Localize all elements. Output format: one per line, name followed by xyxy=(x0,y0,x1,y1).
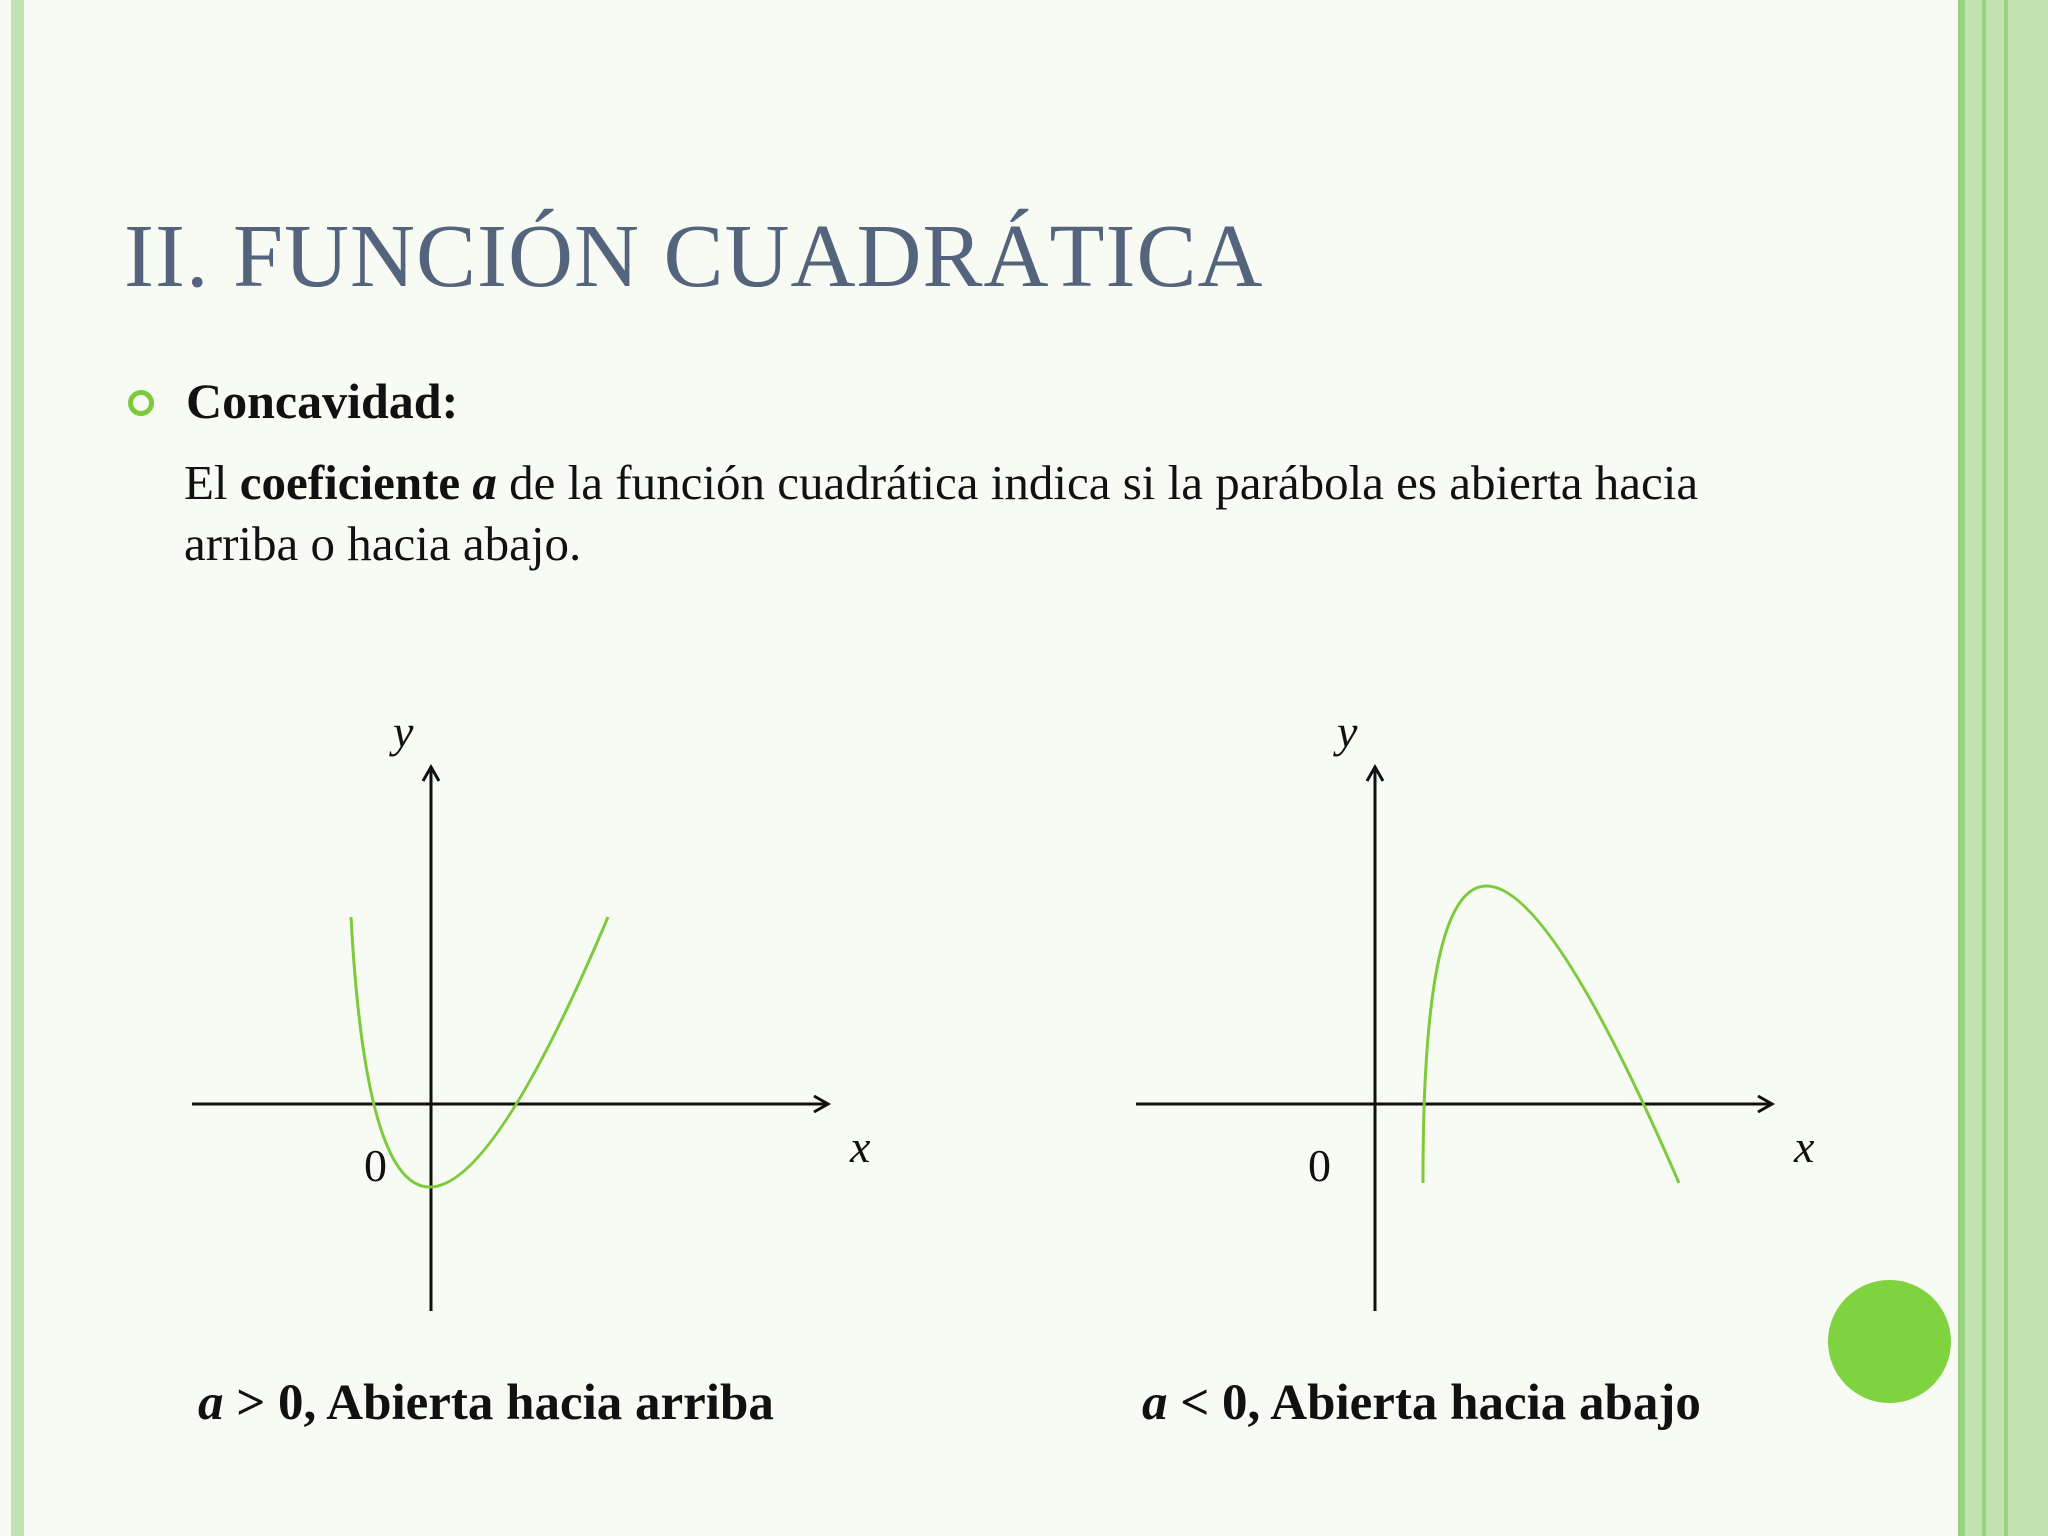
slide-title: II. FUNCIÓN CUADRÁTICA xyxy=(124,207,1264,306)
y-axis-label: y xyxy=(1337,706,1358,757)
left-decor-bar xyxy=(11,0,24,1536)
caption-text: < 0, Abierta hacia abajo xyxy=(1167,1375,1701,1431)
body-prefix: El xyxy=(184,455,228,510)
body-bold-term: coeficiente xyxy=(239,455,461,510)
decor-green-circle xyxy=(1828,1280,1951,1403)
y-axis-label: y xyxy=(393,706,414,757)
body-paragraph xyxy=(184,452,1744,574)
right-decor-line-2 xyxy=(1982,0,1986,1536)
body-rest: de la función cuadrática indica si la parábola es abierta hacia arriba o hacia abajo. xyxy=(184,455,1699,571)
graph-opens-down xyxy=(1124,705,1844,1325)
bullet-circle-icon xyxy=(128,390,154,416)
caption-variable: a xyxy=(1142,1375,1168,1431)
parabola-down xyxy=(1423,886,1679,1183)
x-axis-label: x xyxy=(1794,1121,1815,1172)
caption-opens-up xyxy=(198,1374,774,1432)
caption-variable: a xyxy=(198,1375,224,1431)
right-decor-line-1 xyxy=(1958,0,1965,1536)
origin-label: 0 xyxy=(364,1140,387,1191)
graph-opens-up xyxy=(180,705,900,1325)
body-variable: a xyxy=(472,455,497,510)
bullet-heading: Concavidad: xyxy=(186,373,459,429)
caption-text: > 0, Abierta hacia arriba xyxy=(223,1375,774,1431)
right-decor-line-3 xyxy=(2004,0,2008,1536)
x-axis-label: x xyxy=(850,1121,871,1172)
caption-opens-down xyxy=(1142,1374,1701,1432)
parabola-up xyxy=(351,917,608,1187)
origin-label: 0 xyxy=(1308,1140,1331,1191)
